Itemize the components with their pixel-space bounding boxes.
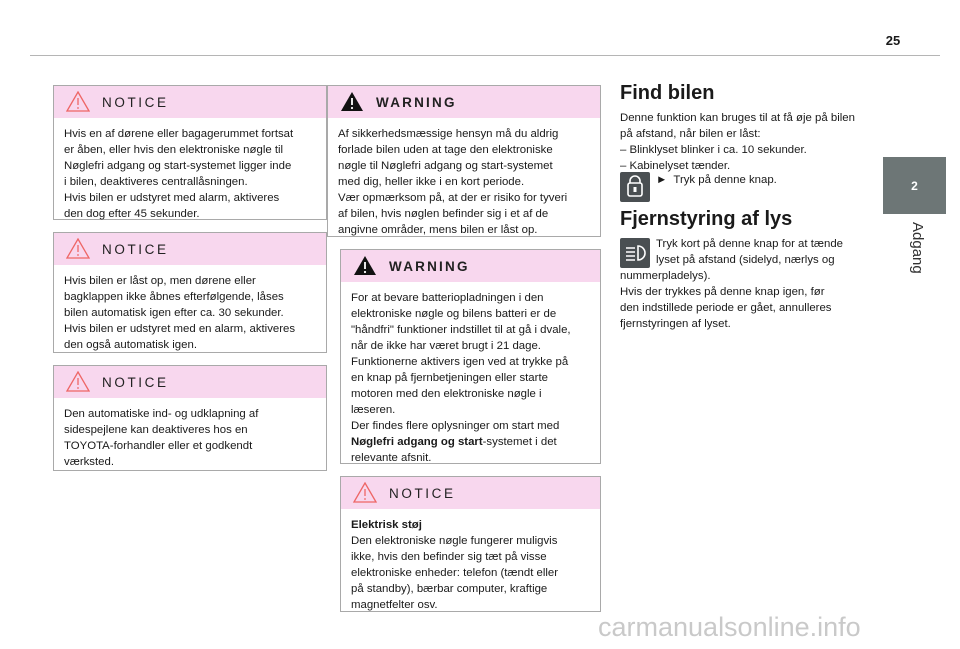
notice-line: bilen automatisk igen efter ca. 30 sekunder.: [64, 307, 284, 319]
warning-title: WARNING: [389, 259, 470, 274]
top-divider: [30, 55, 940, 56]
caution-triangle-icon: [353, 482, 377, 503]
notice-line: den også automatisk igen.: [64, 339, 197, 351]
watermark: carmanualsonline.info: [598, 612, 861, 642]
text-line: lyset på afstand (sidelyd, nærlys og: [656, 254, 835, 266]
find-car-action: [656, 172, 777, 188]
action-text: Tryk på denne knap.: [673, 174, 777, 186]
notice-line: elektroniske enheder: telefon (tændt eller: [351, 567, 559, 579]
notice-line: Hvis bilen er udstyret med alarm, aktiveres: [64, 192, 280, 204]
warning-box-2: [340, 249, 601, 464]
notice-header: [54, 233, 326, 265]
warning-line: af bilen, hvis nøglen befinder sig i et af de: [338, 208, 549, 220]
caution-triangle-icon: [66, 238, 90, 259]
notice-title: NOTICE: [102, 95, 169, 110]
notice-line: sidespejlene kan deaktiveres hos en: [64, 424, 248, 436]
notice-subtitle: Elektrisk støj: [351, 519, 422, 531]
find-car-text: [620, 110, 870, 174]
warning-header: [328, 86, 600, 118]
warning-bold-term: Nøglefri adgang og start: [351, 436, 483, 448]
notice-line: på standby), bærbar computer, kraftige: [351, 583, 548, 595]
notice-box-2: [53, 232, 327, 353]
chapter-tab[interactable]: [883, 157, 946, 214]
headlight-icon: [620, 238, 650, 268]
warning-header: [341, 250, 600, 282]
notice-line: er åben, eller hvis den elektroniske nøgle til: [64, 144, 284, 156]
chapter-label: Adgang: [909, 222, 926, 274]
caution-triangle-icon: [66, 91, 90, 112]
warning-body: [341, 282, 600, 466]
warning-line: For at bevare batteriopladningen i den: [351, 292, 544, 304]
notice-line: TOYOTA-forhandler eller et godkendt: [64, 440, 253, 452]
text-line: Tryk kort på denne knap for at tænde: [656, 238, 843, 250]
warning-line: når de ikke har været brugt i 21 dage.: [351, 340, 541, 352]
notice-box-4: [340, 476, 601, 612]
warning-line: læseren.: [351, 404, 396, 416]
text-line: Denne funktion kan bruges til at få øje på bilen: [620, 112, 855, 124]
notice-body: [341, 509, 600, 613]
notice-line: Hvis bilen er låst op, men dørene eller: [64, 275, 256, 287]
chapter-label-wrap: [900, 222, 940, 292]
text-line: på afstand, når bilen er låst:: [620, 128, 761, 140]
warning-line: nøgle til Nøglefri adgang og start-systemet: [338, 160, 553, 172]
notice-line: Nøglefri adgang og start-systemet ligger inde: [64, 160, 292, 172]
notice-body: [54, 398, 326, 470]
warning-body: [328, 118, 600, 238]
warning-line-tail: -systemet i det: [482, 436, 557, 448]
text-line: Hvis der trykkes på denne knap igen, før: [620, 286, 825, 298]
notice-title: NOTICE: [389, 486, 456, 501]
notice-box-1: [53, 85, 327, 220]
section-heading-remote-lights: Fjernstyring af lys: [620, 208, 793, 230]
warning-title: WARNING: [376, 95, 457, 110]
warning-line: motoren med den elektroniske nøgle i: [351, 388, 542, 400]
arrow-right-icon: ►: [656, 174, 668, 186]
notice-title: NOTICE: [102, 375, 169, 390]
page-number: 25: [885, 33, 901, 48]
notice-line: i bilen, deaktiveres centrallåsningen.: [64, 176, 248, 188]
notice-header: [341, 477, 600, 509]
notice-line: Den automatiske ind- og udklapning af: [64, 408, 259, 420]
warning-line: en knap på fjernbetjeningen eller starte: [351, 372, 548, 384]
notice-body: [54, 265, 326, 353]
notice-title: NOTICE: [102, 242, 169, 257]
notice-line: Hvis bilen er udstyret med en alarm, aktiveres: [64, 323, 296, 335]
warning-line: elektroniske nøgle og bilens batteri er de: [351, 308, 557, 320]
warning-line: angivne områder, mens bilen er låst op.: [338, 224, 538, 236]
notice-line: Den elektroniske nøgle fungerer muligvis: [351, 535, 558, 547]
notice-line: den dog efter 45 sekunder.: [64, 208, 200, 220]
warning-line: "håndfri" funktioner indstillet til at gå i dvale,: [351, 324, 571, 336]
notice-line: bagklappen ikke åbnes efterfølgende, låses: [64, 291, 284, 303]
chapter-number: 2: [911, 178, 918, 193]
caution-triangle-icon: [66, 371, 90, 392]
notice-box-3: [53, 365, 327, 471]
notice-header: [54, 366, 326, 398]
warning-line: med dig, heller ikke i en kort periode.: [338, 176, 525, 188]
key-lock-icon: [620, 172, 650, 202]
notice-line: værksted.: [64, 456, 115, 468]
warning-triangle-icon: [353, 255, 377, 276]
warning-line: Funktionerne aktivers igen ved at trykke på: [351, 356, 569, 368]
remote-lights-intro: [656, 236, 876, 268]
notice-body: [54, 118, 326, 222]
section-heading-find-car: Find bilen: [620, 82, 715, 104]
warning-line-mixed: [351, 434, 590, 450]
warning-line: Der findes flere oplysninger om start med: [351, 420, 560, 432]
warning-box-1: [327, 85, 601, 237]
warning-line: relevante afsnit.: [351, 452, 432, 464]
text-line: fjernstyringen af lyset.: [620, 318, 731, 330]
text-line: den indstillede periode er gået, annulleres: [620, 302, 832, 314]
text-line: nummerpladelys).: [620, 270, 711, 282]
warning-line: forlade bilen uden at tage den elektroniske: [338, 144, 553, 156]
notice-header: [54, 86, 326, 118]
text-line: – Blinklyset blinker i ca. 10 sekunder.: [620, 144, 807, 156]
text-line: – Kabinelyset tænder.: [620, 160, 731, 172]
notice-line: ikke, hvis den befinder sig tæt på visse: [351, 551, 547, 563]
warning-line: Vær opmærksom på, at der er risiko for tyveri: [338, 192, 568, 204]
notice-line: Hvis en af dørene eller bagagerummet fortsat: [64, 128, 294, 140]
warning-line: Af sikkerhedsmæssige hensyn må du aldrig: [338, 128, 559, 140]
remote-lights-text: [620, 268, 870, 332]
notice-line: magnetfelter osv.: [351, 599, 438, 611]
warning-triangle-icon: [340, 91, 364, 112]
